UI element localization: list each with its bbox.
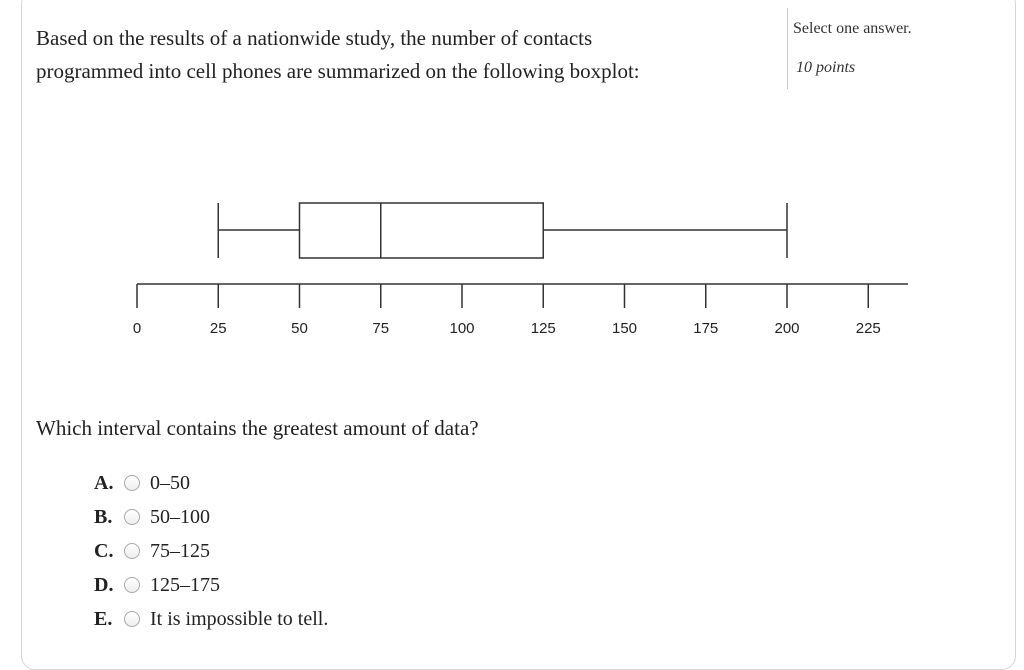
choice-d[interactable] — [94, 568, 328, 602]
choice-text: 125–175 — [150, 573, 220, 596]
choice-b[interactable] — [94, 500, 328, 534]
radio-button-b[interactable] — [124, 509, 140, 525]
x-tick-label-25: 25 — [209, 320, 227, 337]
points-value: 10 points — [796, 59, 856, 76]
choice-text: It is impossible to tell. — [150, 607, 329, 630]
choice-text: 0–50 — [150, 471, 190, 494]
x-tick-label-0: 0 — [132, 320, 142, 337]
answer-choices — [94, 466, 328, 636]
x-tick-label-100: 100 — [449, 320, 475, 337]
question-stem-line-1: Based on the results of a nationwide study, the number of contacts — [36, 26, 593, 50]
radio-button-c[interactable] — [124, 543, 140, 559]
choice-c[interactable] — [94, 534, 328, 568]
question-stem-line-2: programmed into cell phones are summarized on the following boxplot: — [36, 59, 640, 83]
x-tick-label-75: 75 — [372, 320, 390, 337]
choice-e[interactable] — [94, 602, 328, 636]
x-tick-label-150: 150 — [611, 320, 638, 337]
radio-button-a[interactable] — [124, 475, 140, 491]
choice-a[interactable] — [94, 466, 328, 500]
choice-letter: A. — [94, 471, 114, 494]
x-tick-label-200: 200 — [774, 320, 800, 337]
radio-button-d[interactable] — [124, 577, 140, 593]
choice-text: 75–125 — [150, 539, 210, 562]
x-tick-label-225: 225 — [855, 320, 881, 337]
choice-text: 50–100 — [150, 505, 210, 528]
x-tick-label-175: 175 — [693, 320, 719, 337]
x-tick-label-125: 125 — [530, 320, 556, 337]
x-axis-ticks — [133, 284, 881, 337]
choice-letter: E. — [94, 607, 113, 630]
choice-letter: C. — [94, 539, 114, 562]
radio-button-e[interactable] — [124, 611, 140, 627]
choice-letter: D. — [94, 573, 114, 596]
choice-letter: B. — [94, 505, 113, 528]
question-prompt: Which interval contains the greatest amount of data? — [36, 416, 479, 440]
select-instruction: Select one answer. — [793, 20, 912, 37]
box-iqr — [300, 203, 544, 258]
x-tick-label-50: 50 — [291, 320, 308, 337]
